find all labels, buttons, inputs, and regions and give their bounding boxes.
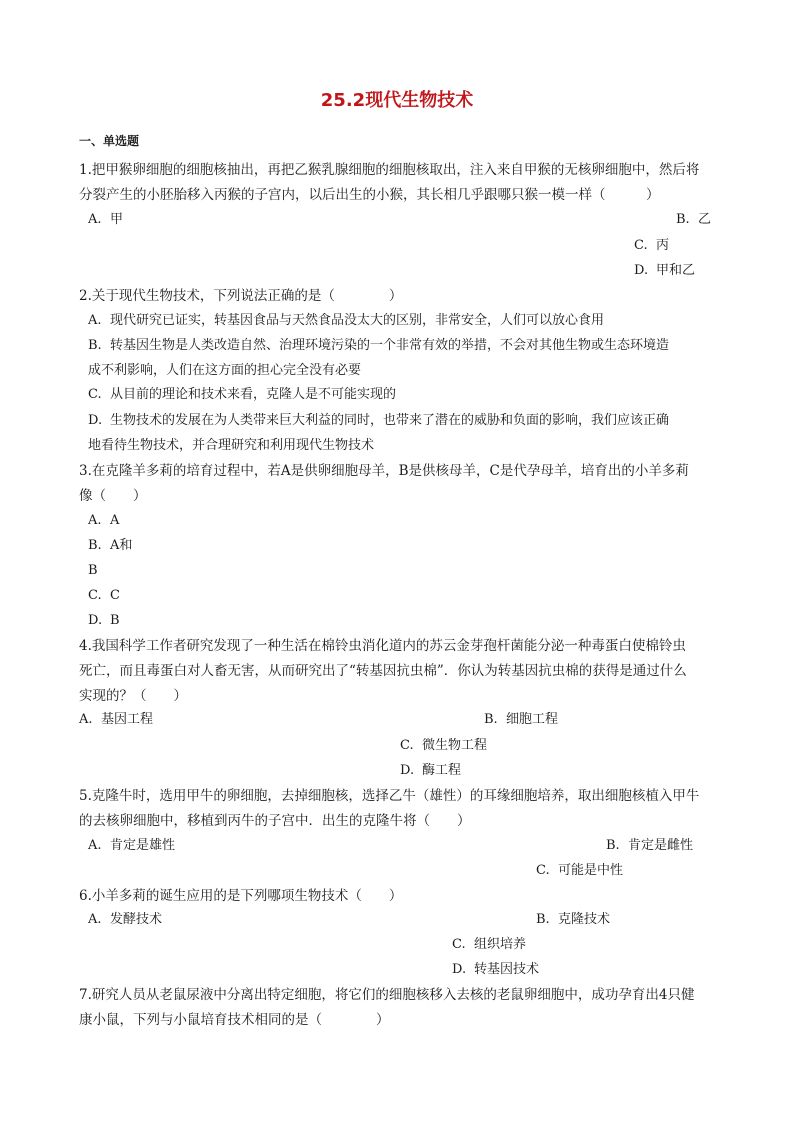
option-label: A. [88, 513, 102, 528]
option-label: B. [536, 912, 550, 927]
option-text: 可能是中性 [558, 863, 624, 878]
question-1-option-d[interactable] [634, 262, 695, 280]
option-label: B. [88, 338, 102, 353]
question-3-option-a[interactable] [88, 512, 119, 530]
option-label: C. [536, 863, 550, 878]
option-text: 现代研究已证实，转基因食品与天然食品没太大的区别，非常安全，人们可以放心食用 [110, 313, 605, 328]
option-label: C. [452, 937, 466, 952]
option-text: 肯定是雄性 [110, 838, 176, 853]
option-label: D. [400, 763, 415, 778]
question-6-option-c[interactable] [452, 936, 526, 954]
option-label: A. [88, 212, 102, 227]
option-text: 从目前的理论和技术来看，克隆人是不可能实现的 [110, 387, 397, 402]
option-label: B. [606, 838, 620, 853]
option-label: D. [634, 263, 649, 278]
option-text: 克隆技术 [558, 912, 611, 927]
question-2-option-a[interactable] [88, 312, 604, 330]
option-text: 微生物工程 [422, 738, 488, 753]
question-6-option-d[interactable] [452, 961, 539, 979]
option-text: 发酵技术 [110, 912, 163, 927]
question-3-option-c[interactable] [88, 587, 120, 605]
option-label: B. [88, 538, 102, 553]
question-2-stem: 2.关于现代生物技术，下列说法正确的是（ ） [79, 288, 403, 304]
option-text: C [110, 588, 120, 603]
option-label: C. [88, 387, 102, 402]
question-5-option-c[interactable] [536, 862, 623, 880]
option-label: D. [88, 613, 103, 628]
question-2-option-c[interactable] [88, 386, 396, 404]
option-label: C. [88, 588, 102, 603]
question-2-option-b-cont: 成不利影响，人们在这方面的担心完全没有必要 [88, 363, 362, 378]
option-text: B [110, 613, 120, 628]
question-4-option-b[interactable] [484, 711, 558, 729]
option-label: B. [676, 212, 690, 227]
question-7-stem-line-2: 康小鼠，下列与小鼠培育技术相同的是（ ） [79, 1012, 390, 1028]
option-text: 丙 [656, 238, 670, 253]
question-5-stem-line-1: 5.克隆牛时，选用甲牛的卵细胞，去掉细胞核，选择乙牛（雄性）的耳缘细胞培养，取出细胞核植入甲牛 [79, 788, 700, 804]
question-3-option-b[interactable] [88, 537, 132, 555]
option-label: A. [88, 313, 102, 328]
option-label: C. [634, 238, 648, 253]
question-4-stem-line-2: 死亡，而且毒蛋白对人畜无害，从而研究出了“转基因抗虫棉”．你认为转基因抗虫棉的获得是通过什么 [79, 663, 687, 679]
question-6-option-a[interactable] [88, 911, 162, 929]
option-text: 基因工程 [101, 712, 154, 727]
document-title: 25.2现代生物技术 [320, 90, 474, 111]
option-text: 生物技术的发展在为人类带来巨大利益的同时，也带来了潜在的威胁和负面的影响，我们应该正确 [110, 413, 670, 428]
option-text: 甲 [110, 212, 124, 227]
question-4-stem-line-1: 4.我国科学工作者研究发现了一种生活在棉铃虫消化道内的苏云金芽孢杆菌能分泌一种毒蛋白使棉铃虫 [79, 638, 686, 654]
question-5-stem-line-2: 的去核卵细胞中，移植到丙牛的子宫中．出生的克隆牛将（ ） [79, 813, 471, 829]
option-label: A. [79, 712, 93, 727]
question-3-stem-line-1: 3.在克隆羊多莉的培育过程中，若A是供卵细胞母羊，B是供核母羊，C是代孕母羊，培育出的小羊多莉 [79, 463, 689, 479]
question-3-option-b-cont: B [88, 563, 98, 578]
question-1-option-a[interactable] [88, 211, 123, 229]
option-label: A. [88, 912, 102, 927]
option-label: B. [484, 712, 498, 727]
question-5-option-b[interactable] [606, 837, 693, 855]
question-5-option-a[interactable] [88, 837, 175, 855]
question-4-option-c[interactable] [400, 737, 487, 755]
option-label: D. [88, 413, 103, 428]
option-text: 肯定是雌性 [628, 838, 694, 853]
option-label: D. [452, 962, 467, 977]
question-4-option-a[interactable] [79, 711, 153, 729]
question-4-stem-line-3: 实现的？（ ） [79, 688, 187, 704]
question-3-stem-line-2: 像（ ） [79, 488, 147, 504]
question-1-stem-line-2: 分裂产生的小胚胎移入丙猴的子宫内，以后出生的小猴，其长相几乎跟哪只猴一模一样（ ） [79, 187, 660, 203]
option-label: A. [88, 838, 102, 853]
question-2-option-b[interactable] [88, 337, 669, 355]
question-2-option-d-cont: 地看待生物技术，并合理研究和利用现代生物技术 [88, 438, 375, 453]
option-text: 转基因技术 [474, 962, 540, 977]
question-6-option-b[interactable] [536, 911, 610, 929]
option-text: A [110, 513, 120, 528]
option-text: 甲和乙 [656, 263, 696, 278]
question-2-option-d[interactable] [88, 412, 669, 430]
option-label: C. [400, 738, 414, 753]
option-text: 转基因生物是人类改造自然、治理环境污染的一个非常有效的举措，不会对其他生物或生态环境造 [110, 338, 670, 353]
option-text: A和 [110, 538, 133, 553]
option-text: 组织培养 [474, 937, 527, 952]
question-1-option-b[interactable] [676, 211, 711, 229]
question-4-option-d[interactable] [400, 762, 461, 780]
question-3-option-d[interactable] [88, 612, 120, 630]
option-text: 酶工程 [422, 763, 462, 778]
question-6-stem: 6.小羊多莉的诞生应用的是下列哪项生物技术（ ） [79, 888, 403, 904]
section-heading: 一、单选题 [79, 134, 140, 148]
question-1-option-c[interactable] [634, 237, 669, 255]
question-7-stem-line-1: 7.研究人员从老鼠尿液中分离出特定细胞，将它们的细胞核移入去核的老鼠卵细胞中，成功孕育出4只健 [79, 987, 695, 1003]
option-text: 细胞工程 [506, 712, 559, 727]
question-1-stem-line-1: 1.把甲猴卵细胞的细胞核抽出，再把乙猴乳腺细胞的细胞核取出，注入来自甲猴的无核卵细胞中，然后将 [79, 162, 700, 178]
option-text: 乙 [698, 212, 712, 227]
